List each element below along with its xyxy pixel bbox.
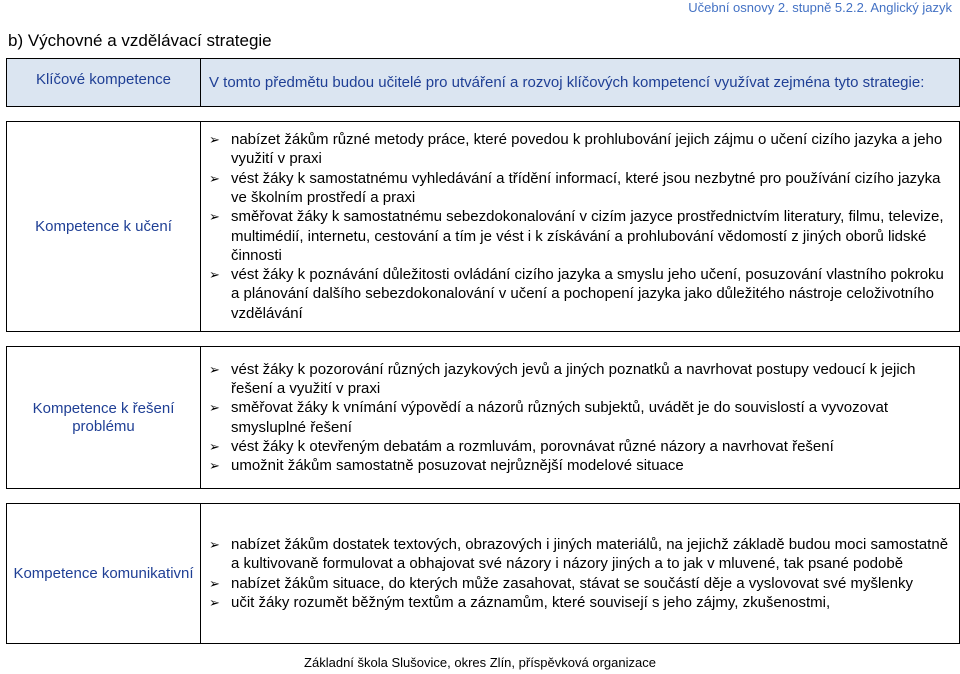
competence-row-learning <box>7 122 960 332</box>
strategy-list <box>201 360 959 476</box>
section-title: b) Výchovné a vzdělávací strategie <box>8 31 272 50</box>
list-item: ➢ nabízet žákům různé metody práce, které povedou k prohlubování jejich zájmu o učení cizího jazyka a jeho využití v praxi <box>231 130 949 169</box>
competence-label-communicative: Kompetence komunikativní <box>7 504 201 644</box>
page-footer: Základní škola Slušovice, okres Zlín, příspěvková organizace <box>304 655 656 670</box>
strategy-list <box>201 130 959 323</box>
list-item: ➢ vést žáky k poznávání důležitosti ovládání cizího jazyka a smyslu jeho učení, posuzování vlastního pokroku a plánování dalšího sebezdokonalování v učení a pochopení jazyka jako důležitého nástroje celoživotního vzdělávání <box>231 265 949 323</box>
spacer-row <box>7 332 960 347</box>
intro-row <box>7 59 960 107</box>
competence-row-communicative <box>7 504 960 644</box>
list-item: ➢ vést žáky k otevřeným debatám a rozmluvám, porovnávat různé názory a navrhovat řešení <box>231 437 949 456</box>
list-item: ➢ vést žáky k pozorování různých jazykových jevů a jiných poznatků a navrhovat postupy vedoucí k jejich řešení a využití v praxi <box>231 360 949 399</box>
competence-content-problem-solving <box>201 347 960 489</box>
intro-label: Klíčové kompetence <box>7 59 201 107</box>
list-item: ➢ vést žáky k samostatnému vyhledávání a třídění informací, které jsou nezbytné pro používání cizího jazyka ve školním prostředí a praxi <box>231 169 949 208</box>
competence-row-problem-solving <box>7 347 960 489</box>
intro-text-cell <box>201 59 960 107</box>
list-item: ➢ nabízet žákům dostatek textových, obrazových i jiných materiálů, na jejichž základě budou moci samostatně a kultivovaně formulovat a obhajovat své názory i názory jiných a to jak v mluvené, tak psané podobě <box>231 535 949 574</box>
intro-text: V tomto předmětu budou učitelé pro utváření a rozvoj klíčových kompetencí využívat zejména tyto strategie: <box>209 74 925 91</box>
list-item: ➢ učit žáky rozumět běžným textům a záznamům, které souvisejí s jeho zájmy, zkušenostmi, <box>231 593 949 612</box>
list-item: ➢ směřovat žáky k vnímání výpovědí a názorů různých subjektů, uvádět je do souvislostí a vyvozovat smysluplné řešení <box>231 398 949 437</box>
competence-content-learning <box>201 122 960 332</box>
competence-label-learning: Kompetence k učení <box>7 122 201 332</box>
spacer-row <box>7 107 960 122</box>
spacer-row <box>7 489 960 504</box>
strategy-list <box>201 535 959 612</box>
list-item: ➢ nabízet žákům situace, do kterých může zasahovat, stávat se součástí děje a vyslovovat své myšlenky <box>231 574 949 593</box>
competence-label-problem-solving: Kompetence k řešení problému <box>7 347 201 489</box>
curriculum-reference: Učební osnovy 2. stupně 5.2.2. Anglický jazyk <box>688 0 952 15</box>
competence-table <box>6 58 960 644</box>
competence-content-communicative <box>201 504 960 644</box>
list-item: ➢ umožnit žákům samostatně posuzovat nejrůznější modelové situace <box>231 456 949 475</box>
list-item: ➢ směřovat žáky k samostatnému sebezdokonalování v cizím jazyce prostřednictvím literatury, filmu, televize, multimédií, internetu, cestování a tím je vést i k získávání a prohlubování vědomostí z jiných oborů lidské činnosti <box>231 207 949 265</box>
